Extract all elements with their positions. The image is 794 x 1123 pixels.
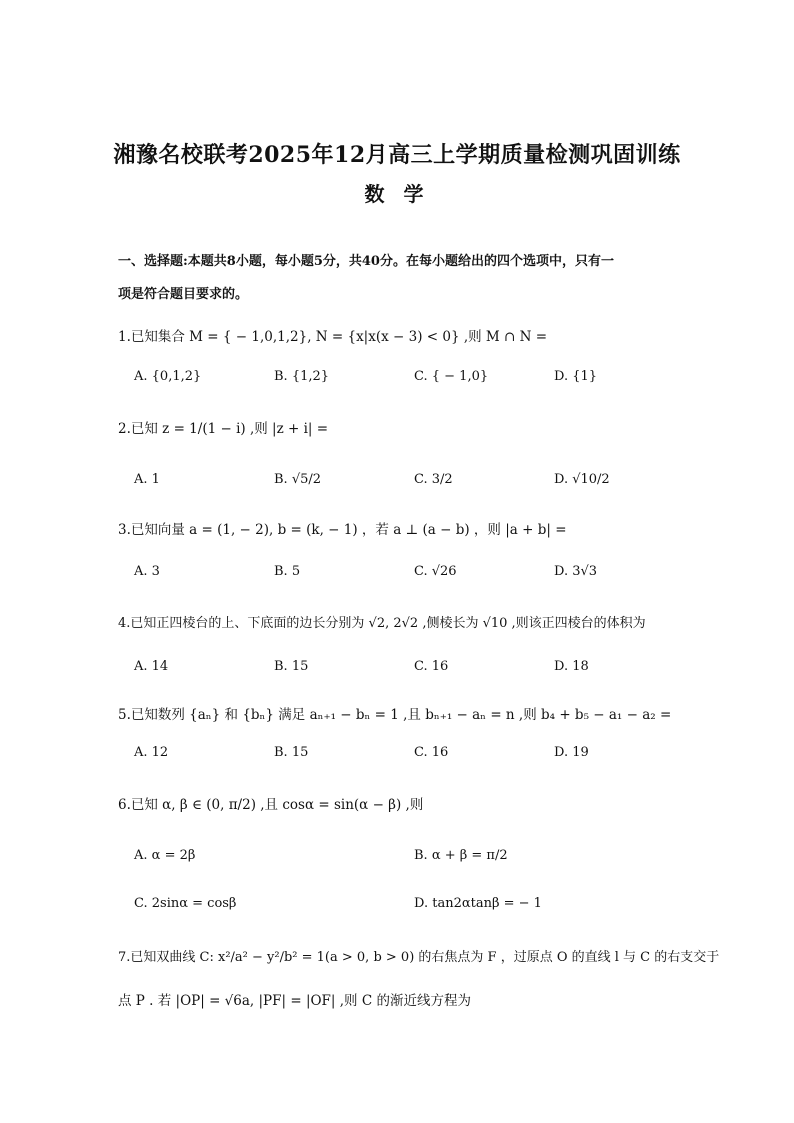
question-5-option-c: C. 16 [414, 745, 449, 760]
question-5-option-a: A. 12 [134, 745, 169, 760]
subject-title: 数 学 [364, 182, 430, 206]
question-4-option-d: D. 18 [554, 659, 589, 674]
question-4-stem: 4.已知正四棱台的上、下底面的边长分别为 √2, 2√2 ,侧棱长为 √10 ,则该正四棱台的体积为 [118, 616, 646, 631]
question-1-option-d: D. {1} [554, 369, 598, 384]
question-3-option-b: B. 5 [274, 564, 301, 579]
question-3-option-a: A. 3 [134, 564, 160, 579]
question-1-option-c: C. { − 1,0} [414, 369, 489, 384]
question-6-option-b: B. α + β = π/2 [414, 848, 508, 863]
question-4-option-b: B. 15 [274, 659, 309, 674]
section-heading-line-1: 一、选择题:本题共8小题，每小题5分，共40分。在每小题给出的四个选项中，只有一 [118, 254, 614, 269]
question-7-stem-continued: 点 P . 若 |OP| = √6a, |PF| = |OF| ,则 C 的渐近线方程为 [118, 993, 471, 1009]
question-2-stem: 2.已知 z = 1/(1 − i) ,则 |z + i| = [118, 421, 329, 437]
section-heading-line-2: 项是符合题目要求的。 [118, 287, 249, 302]
question-2-option-a: A. 1 [134, 472, 160, 487]
question-2-option-d: D. √10/2 [554, 472, 610, 487]
question-5-stem: 5.已知数列 {aₙ} 和 {bₙ} 满足 aₙ₊₁ − bₙ = 1 ,且 bₙ₊₁ − aₙ = n ,则 b₄ + b₅ − a₁ − a₂ = [118, 707, 672, 723]
question-7-stem: 7.已知双曲线 C: x²/a² − y²/b² = 1(a > 0, b > 0) 的右焦点为 F ，过原点 O 的直线 l 与 C 的右支交于 [118, 950, 720, 965]
question-3-option-d: D. 3√3 [554, 564, 598, 579]
question-5-option-b: B. 15 [274, 745, 309, 760]
question-6-option-c: C. 2sinα = cosβ [134, 896, 237, 911]
question-1-option-a: A. {0,1,2} [134, 369, 202, 384]
question-2-option-c: C. 3/2 [414, 472, 453, 487]
question-3-stem: 3.已知向量 a = (1, − 2), b = (k, − 1) ，若 a ⊥ (a − b) ，则 |a + b| = [118, 522, 567, 538]
question-6-stem: 6.已知 α, β ∈ (0, π/2) ,且 cosα = sin(α − β) ,则 [118, 797, 424, 813]
question-4-option-a: A. 14 [134, 659, 169, 674]
question-1-option-b: B. {1,2} [274, 369, 330, 384]
question-5-option-d: D. 19 [554, 745, 589, 760]
question-4-option-c: C. 16 [414, 659, 449, 674]
document-title: 湘豫名校联考2025年12月高三上学期质量检测巩固训练 [113, 142, 681, 168]
question-6-option-a: A. α = 2β [134, 848, 196, 863]
question-3-option-c: C. √26 [414, 564, 457, 579]
question-2-option-b: B. √5/2 [274, 472, 322, 487]
question-6-option-d: D. tan2αtanβ = − 1 [414, 896, 542, 911]
question-1-stem: 1.已知集合 M = { − 1,0,1,2}, N = {x|x(x − 3) < 0} ,则 M ∩ N = [118, 329, 548, 345]
